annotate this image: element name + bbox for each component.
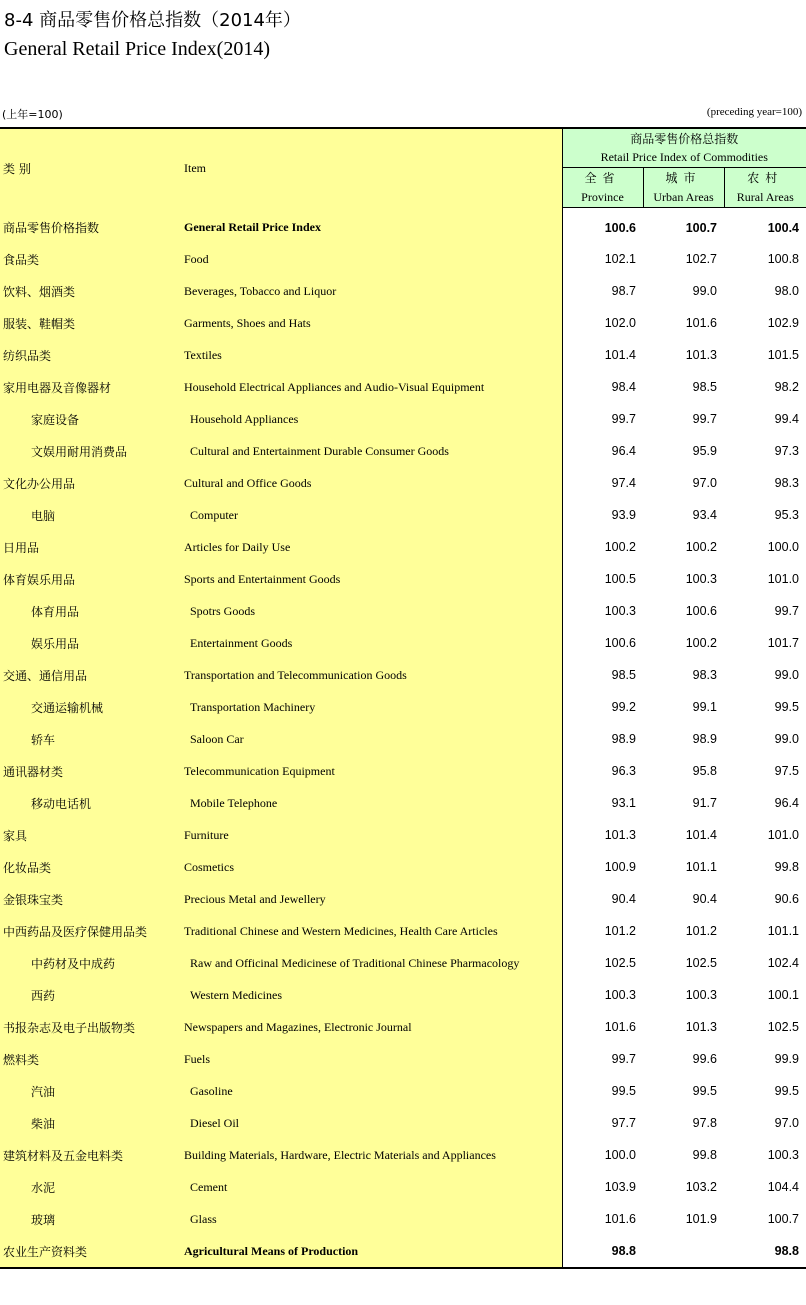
urban-value: 100.2: [643, 531, 724, 563]
urban-value: 91.7: [643, 787, 724, 819]
table-row: [0, 1043, 806, 1075]
rural-value: 99.0: [724, 659, 806, 691]
urban-value: 101.1: [643, 851, 724, 883]
header-province-chinese: 全省: [584, 170, 621, 185]
table-row: [0, 755, 806, 787]
rural-value: 104.4: [724, 1171, 806, 1203]
province-value: 102.5: [562, 947, 643, 979]
page-title-english: General Retail Price Index(2014): [4, 38, 271, 60]
category-cell: 轿车: [0, 723, 182, 755]
rural-value: 99.4: [724, 403, 806, 435]
table-row: [0, 275, 806, 307]
table-row: [0, 851, 806, 883]
category-cell: 西药: [0, 979, 182, 1011]
urban-value: [643, 1235, 724, 1268]
table-row: [0, 723, 806, 755]
rural-value: 99.7: [724, 595, 806, 627]
province-value: 96.3: [562, 755, 643, 787]
rural-value: 97.0: [724, 1107, 806, 1139]
province-value: 100.6: [562, 208, 643, 244]
province-value: 98.5: [562, 659, 643, 691]
urban-value: 95.9: [643, 435, 724, 467]
rural-value: 99.9: [724, 1043, 806, 1075]
item-cell: Household Appliances: [182, 403, 562, 435]
category-cell: 中西药品及医疗保健用品类: [0, 915, 182, 947]
province-value: 100.3: [562, 979, 643, 1011]
province-value: 97.4: [562, 467, 643, 499]
item-cell: Precious Metal and Jewellery: [182, 883, 562, 915]
urban-value: 101.3: [643, 339, 724, 371]
category-cell: 家庭设备: [0, 403, 182, 435]
province-value: 101.6: [562, 1203, 643, 1235]
item-cell: Entertainment Goods: [182, 627, 562, 659]
header-province-english: Province: [581, 189, 624, 204]
province-value: 99.7: [562, 403, 643, 435]
province-value: 101.4: [562, 339, 643, 371]
urban-value: 95.8: [643, 755, 724, 787]
item-cell: Diesel Oil: [182, 1107, 562, 1139]
table-row: [0, 1011, 806, 1043]
category-cell: 体育用品: [0, 595, 182, 627]
urban-value: 100.6: [643, 595, 724, 627]
table-row: [0, 208, 806, 244]
province-value: 101.3: [562, 819, 643, 851]
urban-value: 99.0: [643, 275, 724, 307]
province-value: 102.1: [562, 243, 643, 275]
province-value: 99.2: [562, 691, 643, 723]
table-row: [0, 691, 806, 723]
rural-value: 99.5: [724, 1075, 806, 1107]
province-value: 93.1: [562, 787, 643, 819]
header-urban: [643, 168, 724, 208]
item-cell: General Retail Price Index: [182, 208, 562, 244]
category-cell: 交通运输机械: [0, 691, 182, 723]
table-row: [0, 1139, 806, 1171]
table-row: [0, 915, 806, 947]
urban-value: 97.0: [643, 467, 724, 499]
header-item: Item: [182, 128, 562, 208]
item-cell: Saloon Car: [182, 723, 562, 755]
item-cell: Cement: [182, 1171, 562, 1203]
item-cell: Traditional Chinese and Western Medicines, Health Care Articles: [182, 915, 562, 947]
province-value: 100.2: [562, 531, 643, 563]
province-value: 100.9: [562, 851, 643, 883]
urban-value: 99.7: [643, 403, 724, 435]
table-row: [0, 1075, 806, 1107]
urban-value: 99.6: [643, 1043, 724, 1075]
item-cell: Cultural and Office Goods: [182, 467, 562, 499]
table-row: [0, 883, 806, 915]
table-row: [0, 819, 806, 851]
rural-value: 102.9: [724, 307, 806, 339]
urban-value: 102.5: [643, 947, 724, 979]
rural-value: 100.0: [724, 531, 806, 563]
item-cell: Beverages, Tobacco and Liquor: [182, 275, 562, 307]
province-value: 100.0: [562, 1139, 643, 1171]
rural-value: 97.3: [724, 435, 806, 467]
header-urban-english: Urban Areas: [653, 189, 714, 204]
header-category: 类 别: [0, 128, 182, 208]
category-cell: 体育娱乐用品: [0, 563, 182, 595]
rural-value: 100.3: [724, 1139, 806, 1171]
header-rural: [724, 168, 806, 208]
item-cell: Western Medicines: [182, 979, 562, 1011]
item-cell: Building Materials, Hardware, Electric Materials and Appliances: [182, 1139, 562, 1171]
rural-value: 98.3: [724, 467, 806, 499]
province-value: 98.7: [562, 275, 643, 307]
category-cell: 通讯器材类: [0, 755, 182, 787]
rural-value: 99.5: [724, 691, 806, 723]
urban-value: 100.2: [643, 627, 724, 659]
category-cell: 娱乐用品: [0, 627, 182, 659]
category-cell: 化妆品类: [0, 851, 182, 883]
item-cell: Textiles: [182, 339, 562, 371]
table-row: [0, 979, 806, 1011]
item-cell: Household Electrical Appliances and Audio-Visual Equipment: [182, 371, 562, 403]
category-cell: 家具: [0, 819, 182, 851]
item-cell: Newspapers and Magazines, Electronic Journal: [182, 1011, 562, 1043]
rural-value: 100.7: [724, 1203, 806, 1235]
item-cell: Sports and Entertainment Goods: [182, 563, 562, 595]
table-row: [0, 563, 806, 595]
table-row: [0, 627, 806, 659]
rural-value: 100.4: [724, 208, 806, 244]
urban-value: 98.5: [643, 371, 724, 403]
province-value: 96.4: [562, 435, 643, 467]
item-cell: Fuels: [182, 1043, 562, 1075]
urban-value: 90.4: [643, 883, 724, 915]
rural-value: 98.2: [724, 371, 806, 403]
province-value: 103.9: [562, 1171, 643, 1203]
table-row: [0, 1203, 806, 1235]
item-cell: Mobile Telephone: [182, 787, 562, 819]
urban-value: 102.7: [643, 243, 724, 275]
urban-value: 103.2: [643, 1171, 724, 1203]
urban-value: 101.2: [643, 915, 724, 947]
price-index-table: [0, 127, 806, 1269]
category-cell: 日用品: [0, 531, 182, 563]
urban-value: 99.8: [643, 1139, 724, 1171]
province-value: 98.4: [562, 371, 643, 403]
table-body: [0, 208, 806, 1269]
header-group: [562, 128, 806, 168]
item-cell: Agricultural Means of Production: [182, 1235, 562, 1268]
rural-value: 100.8: [724, 243, 806, 275]
header-rural-chinese: 农村: [747, 170, 784, 185]
table-row: [0, 371, 806, 403]
category-cell: 柴油: [0, 1107, 182, 1139]
category-cell: 移动电话机: [0, 787, 182, 819]
table-row: [0, 1107, 806, 1139]
province-value: 100.6: [562, 627, 643, 659]
table-row: [0, 787, 806, 819]
category-cell: 中药材及中成药: [0, 947, 182, 979]
category-cell: 燃料类: [0, 1043, 182, 1075]
urban-value: 100.7: [643, 208, 724, 244]
item-cell: Telecommunication Equipment: [182, 755, 562, 787]
category-cell: 金银珠宝类: [0, 883, 182, 915]
header-group-chinese: 商品零售价格总指数: [630, 132, 739, 146]
urban-value: 99.5: [643, 1075, 724, 1107]
rural-value: 99.8: [724, 851, 806, 883]
urban-value: 100.3: [643, 979, 724, 1011]
header-urban-chinese: 城市: [665, 170, 702, 185]
page-title-chinese: 8-4 商品零售价格总指数（2014年）: [4, 10, 301, 31]
item-cell: Food: [182, 243, 562, 275]
category-cell: 书报杂志及电子出版物类: [0, 1011, 182, 1043]
urban-value: 100.3: [643, 563, 724, 595]
province-value: 99.7: [562, 1043, 643, 1075]
rural-value: 101.1: [724, 915, 806, 947]
table-row: [0, 1235, 806, 1268]
category-cell: 饮料、烟酒类: [0, 275, 182, 307]
header-province: [562, 168, 643, 208]
category-cell: 电脑: [0, 499, 182, 531]
unit-note-chinese: (上年=100): [2, 108, 63, 121]
rural-value: 101.0: [724, 563, 806, 595]
table-row: [0, 243, 806, 275]
urban-value: 93.4: [643, 499, 724, 531]
item-cell: Cosmetics: [182, 851, 562, 883]
urban-value: 101.3: [643, 1011, 724, 1043]
province-value: 93.9: [562, 499, 643, 531]
item-cell: Garments, Shoes and Hats: [182, 307, 562, 339]
urban-value: 101.6: [643, 307, 724, 339]
category-cell: 水泥: [0, 1171, 182, 1203]
province-value: 98.8: [562, 1235, 643, 1268]
category-cell: 文娱用耐用消费品: [0, 435, 182, 467]
item-cell: Cultural and Entertainment Durable Consumer Goods: [182, 435, 562, 467]
province-value: 99.5: [562, 1075, 643, 1107]
unit-note-english: (preceding year=100): [706, 106, 802, 118]
province-value: 98.9: [562, 723, 643, 755]
item-cell: Computer: [182, 499, 562, 531]
province-value: 100.3: [562, 595, 643, 627]
province-value: 102.0: [562, 307, 643, 339]
table-row: [0, 467, 806, 499]
province-value: 97.7: [562, 1107, 643, 1139]
urban-value: 99.1: [643, 691, 724, 723]
item-cell: Raw and Officinal Medicinese of Traditional Chinese Pharmacology: [182, 947, 562, 979]
category-cell: 农业生产资料类: [0, 1235, 182, 1268]
category-cell: 交通、通信用品: [0, 659, 182, 691]
table-row: [0, 947, 806, 979]
rural-value: 101.7: [724, 627, 806, 659]
table-row: [0, 1171, 806, 1203]
rural-value: 101.5: [724, 339, 806, 371]
header-rural-english: Rural Areas: [736, 189, 794, 204]
item-cell: Furniture: [182, 819, 562, 851]
urban-value: 101.9: [643, 1203, 724, 1235]
category-cell: 服装、鞋帽类: [0, 307, 182, 339]
category-cell: 文化办公用品: [0, 467, 182, 499]
rural-value: 101.0: [724, 819, 806, 851]
item-cell: Spotrs Goods: [182, 595, 562, 627]
urban-value: 101.4: [643, 819, 724, 851]
item-cell: Gasoline: [182, 1075, 562, 1107]
category-cell: 家用电器及音像器材: [0, 371, 182, 403]
item-cell: Transportation Machinery: [182, 691, 562, 723]
urban-value: 98.3: [643, 659, 724, 691]
rural-value: 98.8: [724, 1235, 806, 1268]
category-cell: 纺织品类: [0, 339, 182, 371]
urban-value: 98.9: [643, 723, 724, 755]
table-row: [0, 339, 806, 371]
table-row: [0, 531, 806, 563]
rural-value: 90.6: [724, 883, 806, 915]
table-row: [0, 595, 806, 627]
table-row: [0, 403, 806, 435]
table-row: [0, 659, 806, 691]
rural-value: 102.4: [724, 947, 806, 979]
province-value: 101.6: [562, 1011, 643, 1043]
item-cell: Glass: [182, 1203, 562, 1235]
item-cell: Articles for Daily Use: [182, 531, 562, 563]
rural-value: 97.5: [724, 755, 806, 787]
table-row: [0, 307, 806, 339]
category-cell: 商品零售价格指数: [0, 208, 182, 244]
category-cell: 建筑材料及五金电料类: [0, 1139, 182, 1171]
category-cell: 汽油: [0, 1075, 182, 1107]
rural-value: 100.1: [724, 979, 806, 1011]
province-value: 101.2: [562, 915, 643, 947]
urban-value: 97.8: [643, 1107, 724, 1139]
province-value: 90.4: [562, 883, 643, 915]
province-value: 100.5: [562, 563, 643, 595]
category-cell: 食品类: [0, 243, 182, 275]
rural-value: 98.0: [724, 275, 806, 307]
category-cell: 玻璃: [0, 1203, 182, 1235]
rural-value: 95.3: [724, 499, 806, 531]
header-group-english: Retail Price Index of Commodities: [600, 150, 768, 164]
table-row: [0, 499, 806, 531]
rural-value: 102.5: [724, 1011, 806, 1043]
rural-value: 99.0: [724, 723, 806, 755]
table-row: [0, 435, 806, 467]
rural-value: 96.4: [724, 787, 806, 819]
item-cell: Transportation and Telecommunication Goods: [182, 659, 562, 691]
